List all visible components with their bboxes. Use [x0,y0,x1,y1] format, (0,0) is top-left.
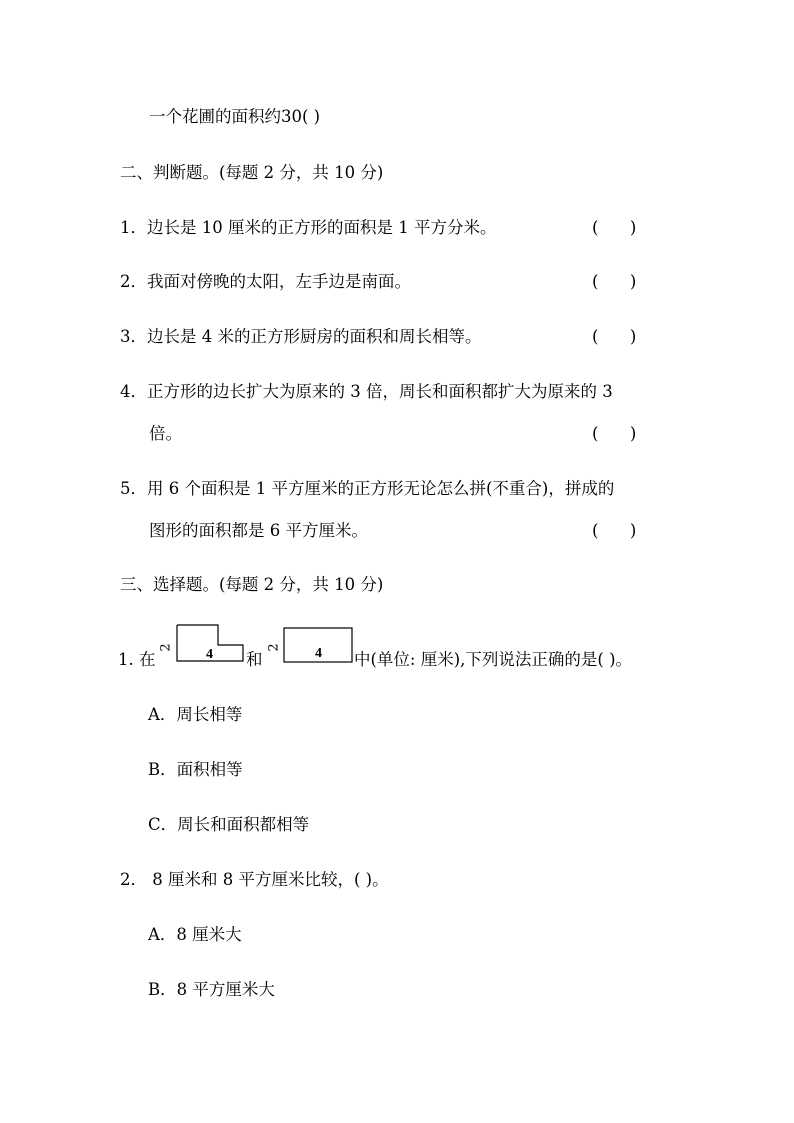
judge-item-5 [120,478,614,500]
judge-item-2 [120,271,411,293]
answer-blank[interactable]: ( ) [592,424,637,443]
item-number: 3． [120,327,147,346]
item-text: 我面对傍晚的太阳，左手边是南面。 [147,272,411,291]
judge-item-4-continued: 倍。 [149,424,182,443]
choice-q2: 2． 8 厘米和 8 平方厘米比较，( )。 [120,870,389,889]
shape2-side-label: 2 [266,643,282,652]
q1-option-b[interactable]: B．面积相等 [148,760,243,779]
answer-blank[interactable]: ( ) [592,218,637,237]
intro-line: 一个花圃的面积约30( ) [149,107,321,126]
q2-option-b[interactable]: B．8 平方厘米大 [148,980,275,999]
answer-blank[interactable]: ( ) [592,327,637,346]
q2-option-a[interactable]: A．8 厘米大 [148,925,242,944]
judge-item-5-continued: 图形的面积都是 6 平方厘米。 [149,521,368,540]
item-text: 用 6 个面积是 1 平方厘米的正方形无论怎么拼(不重合)，拼成的 [147,479,615,498]
judge-item-1 [120,217,496,239]
choice-q1-suffix: 中(单位: 厘米),下列说法正确的是( )。 [354,650,633,669]
item-number: 5． [120,479,147,498]
q1-option-a[interactable]: A．周长相等 [148,705,243,724]
item-number: 1． [120,218,147,237]
answer-blank[interactable]: ( ) [592,272,637,291]
section2-heading: 二、判断题。(每题 2 分，共 10 分) [120,163,384,182]
choice-q1-middle: 和 [246,650,263,669]
q1-option-c[interactable]: C．周长和面积都相等 [148,815,310,834]
answer-blank[interactable]: ( ) [592,521,637,540]
shape1-side-label: 2 [158,643,174,652]
shape2-bottom-label: 4 [315,646,322,661]
shape1-bottom-label: 4 [206,647,213,662]
judge-item-4 [120,381,613,403]
item-text: 边长是 4 米的正方形厨房的面积和周长相等。 [147,327,482,346]
item-number: 2． [120,272,147,291]
item-text: 正方形的边长扩大为原来的 3 倍，周长和面积都扩大为原来的 3 [147,382,613,401]
choice-q1-prefix: 1. 在 [118,650,156,669]
judge-item-3 [120,326,482,348]
item-text: 边长是 10 厘米的正方形的面积是 1 平方分米。 [147,218,497,237]
item-number: 4． [120,382,147,401]
section3-heading: 三、选择题。(每题 2 分，共 10 分) [120,575,384,594]
